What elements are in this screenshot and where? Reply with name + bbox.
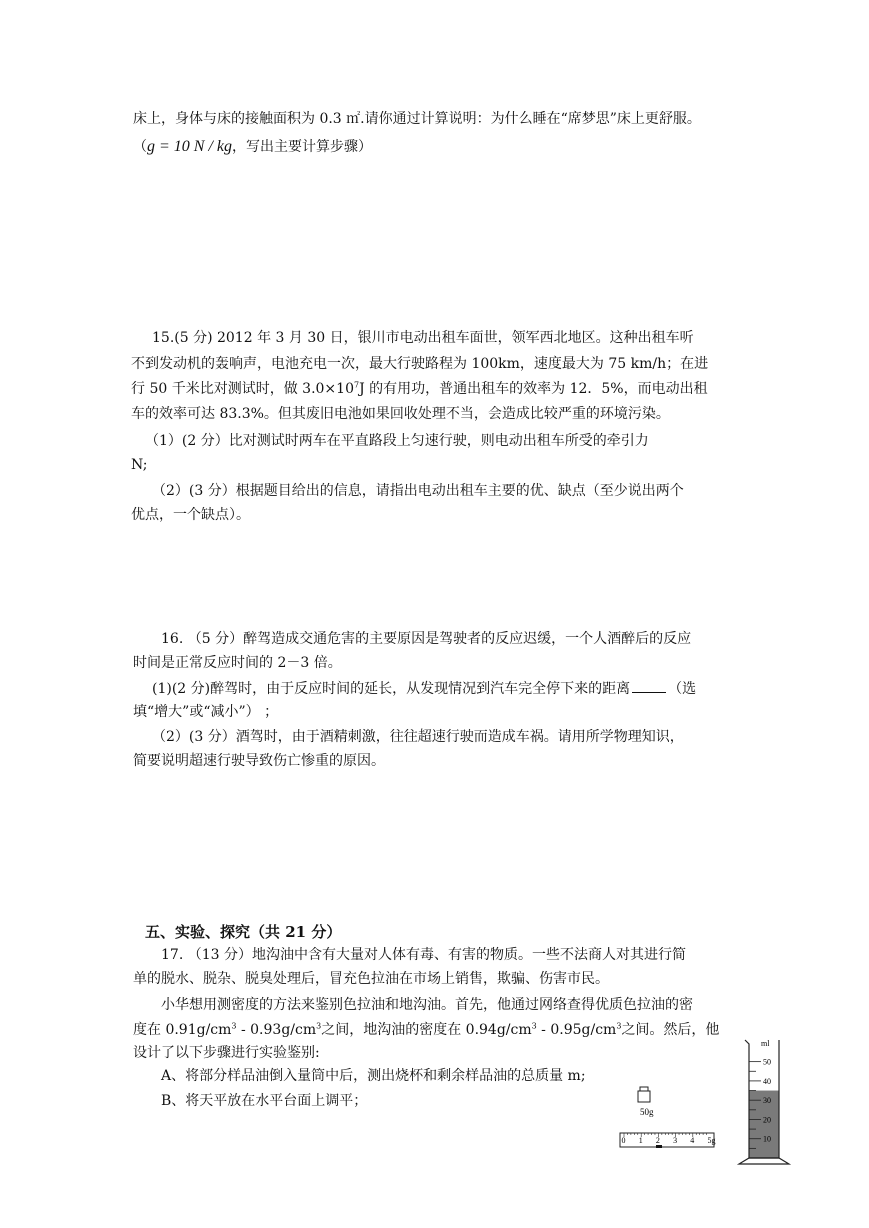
section-title: 五、实验、探究（共 21 分） [145, 923, 342, 941]
q15-sub2-line-2: 优点，一个缺点）。 [131, 507, 250, 523]
q15-line-2: 不到发动机的轰响声，电池充电一次，最大行驶路程为 100km，速度最大为 75 km/h；在进 [131, 356, 709, 372]
q16-sub2-line-1: （2）(3 分）酒驾时，由于酒精刺激，往往超速行驶而造成车祸。请用所学物理知识， [152, 729, 684, 745]
q15-line-1: 15.(5 分) 2012 年 3 月 30 日，银川市电动出租车面世，领军西北地区。这种出租车听 [152, 330, 694, 346]
q17-step-b: B、将天平放在水平台面上调平； [161, 1093, 368, 1109]
ruler [620, 1133, 716, 1148]
ruler-label: 5g [707, 1136, 716, 1145]
q17-step-a: A、将部分样品油倒入量筒中后，测出烧杯和剩余样品油的总质量 m; [161, 1068, 586, 1084]
cylinder-label: 20 [763, 1115, 771, 1125]
q15-sub1-line-1: （1）(2 分）比对测试时两车在平直路段上匀速行驶，则电动出租车所受的牵引力 [145, 433, 649, 449]
q15-exponent: 7 [353, 380, 360, 390]
weight-label: 50g [640, 1107, 654, 1117]
cylinder-base [739, 1158, 789, 1164]
q15-line-3b: J 的有用功，普通出租车的效率为 12．5%，而电动出租 [359, 381, 708, 397]
ruler-label: 3 [673, 1136, 678, 1145]
q17-line-4 [133, 1021, 719, 1039]
q15-line-3a: 行 50 千米比对测试时，做 3.0×10 [131, 381, 354, 397]
q15-line-3 [131, 380, 708, 398]
q15-sub1-line-2: N; [131, 457, 148, 473]
q16-line-1: 16. （5 分）醉驾造成交通危害的主要原因是驾驶者的反应迟缓，一个人酒醉后的反应 [161, 631, 692, 647]
q16-sub1-line-2: 填“增大”或“减小”） ； [133, 704, 279, 720]
q16-sub1-text: (1)(2 分)醉驾时，由于反应时间的延长，从发现情况到汽车完全停下来的距离 [152, 681, 631, 697]
sup-3: 3 [316, 1021, 322, 1031]
cylinder-unit: ml [761, 1039, 770, 1048]
q14-line-1: 床上，身体与床的接触面积为 0.3 ㎡.请你通过计算说明：为什么睡在“席梦思”床上更舒服。 [133, 111, 701, 127]
q14-paren-open: （ [133, 139, 147, 155]
q17-line-4d: - 0.95g/cm [536, 1022, 617, 1038]
sup-3: 3 [616, 1021, 622, 1031]
q17-line-1: 17. （13 分）地沟油中含有大量对人体有毒、有害的物质。一些不法商人对其进行简 [161, 947, 686, 963]
ruler-label: 4 [690, 1136, 695, 1145]
weight-icon [638, 1087, 650, 1102]
measuring-cylinder [735, 1036, 797, 1166]
q17-line-4e: 之间。然后，他 [621, 1022, 720, 1038]
q17-line-4a: 度在 0.91g/cm [133, 1022, 232, 1038]
q14-line-2-rest: ，写出主要计算步骤） [232, 139, 373, 155]
ruler-label: 1 [638, 1136, 643, 1145]
balance-figure [618, 1075, 718, 1155]
cylinder-label: 10 [763, 1134, 771, 1144]
cylinder-label: 30 [763, 1096, 771, 1106]
q15-line-4: 车的效率可达 83.3%。但其废旧电池如果回收处理不当，会造成比较严重的环境污染。 [131, 406, 670, 422]
q16-sub1-line-1 [152, 678, 696, 698]
rider-marker [656, 1145, 662, 1148]
q17-line-2: 单的脱水、脱杂、脱臭处理后，冒充色拉油在市场上销售，欺骗、伤害市民。 [133, 971, 609, 987]
sup-3: 3 [231, 1021, 237, 1031]
q16-line-2: 时间是正常反应时间的 2－3 倍。 [133, 655, 342, 671]
q15-sub2-line-1: （2）(3 分）根据题目给出的信息，请指出电动出租车主要的优、缺点（至少说出两个 [152, 483, 684, 499]
q16-sub1-end: （选 [668, 681, 697, 697]
q17-line-5: 设计了以下步骤进行实验鉴别: [133, 1045, 320, 1061]
q14-line-2 [133, 138, 372, 156]
cylinder-label: 50 [763, 1057, 771, 1067]
q16-sub2-line-2: 简要说明超速行驶导致伤亡惨重的原因。 [133, 753, 385, 769]
sup-3: 3 [531, 1021, 537, 1031]
q17-line-3: 小华想用测密度的方法来鉴别色拉油和地沟油。首先，他通过网络查得优质色拉油的密 [161, 997, 693, 1013]
cylinder-label: 40 [763, 1076, 771, 1086]
q14-formula: g = 10 N / kg [147, 138, 233, 155]
ruler-label: 0 [621, 1136, 626, 1145]
q17-line-4c: 之间，地沟油的密度在 0.94g/cm [321, 1022, 532, 1038]
answer-blank[interactable] [632, 678, 666, 693]
q17-line-4b: - 0.93g/cm [236, 1022, 317, 1038]
ruler-label: 2 [655, 1136, 660, 1145]
